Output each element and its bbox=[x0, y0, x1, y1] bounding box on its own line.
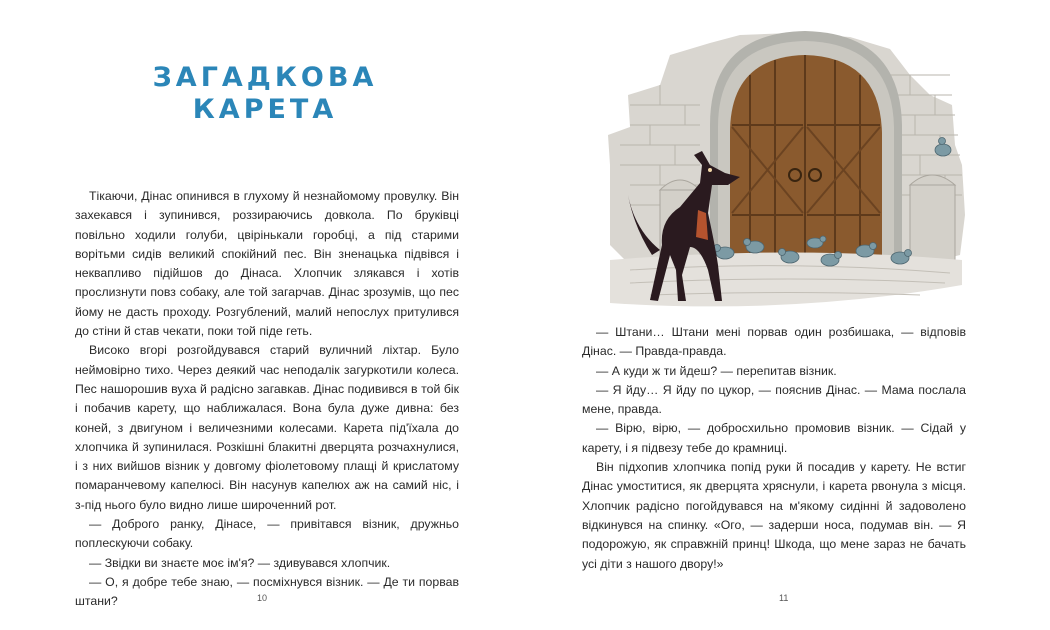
paragraph: — Доброго ранку, Дінасе, — привітався візник, дружньо поплескуючи собаку. bbox=[75, 517, 459, 551]
paragraph: — Штани… Штани мені порвав один розбишака, — відповів Дінас. — Правда-правда. bbox=[582, 325, 966, 359]
chapter-title-line-2: КАРЕТА bbox=[192, 94, 338, 125]
paragraph: Тікаючи, Дінас опинився в глухому й незнайомому провулку. Він захекався і зупинився, роззираючись довкола. По бруківці повільно ходили голуби, цвірінькали горобці, а під старими ворітьми сидів великий спокійний пес. Він зненацька підвівся і неквапливо підійшов до Дінаса. Хлопчик злякався і хотів прослизнути повз собаку, але той загарчав. Дінас зрозумів, що пес йому не дасть проходу. Розгублений, малий непослух притулився до стіни й став чекати, поки той піде геть. bbox=[75, 189, 459, 339]
paragraph: — А куди ж ти йдеш? — перепитав візник. bbox=[596, 363, 837, 378]
page-number-right: 11 bbox=[779, 593, 789, 603]
left-page-text bbox=[75, 187, 459, 612]
paragraph: — Я йду… Я йду по цукор, — пояснив Дінас. — Мама послала мене, правда. bbox=[582, 382, 966, 417]
right-page-text bbox=[582, 323, 966, 574]
stone-pillar-right bbox=[910, 175, 955, 265]
page-number-left: 10 bbox=[257, 593, 268, 603]
dog-eye bbox=[708, 168, 712, 172]
paragraph: Високо вгорі розгойдувався старий вуличний ліхтар. Було неймовірно тихо. Через деякий час неподалік загуркотили колеса. Пес нашорошив вуха й радісно загавкав. Дінас подивився в той бік і побачив карету, що наближалася. Вона була дуже дивна: без коней, з двигуном і величезними колесами. Карета під'їхала до хлопчика й зупинилася. Розкішні блакитні дверцята розчахнулися, і з них вийшов візник у довгому фіолетовому плащі й крислатому помаранчевому капелюсі. Він насунув капелюх аж на самий ніс, і з-під нього було видно лише широченний рот. bbox=[75, 343, 459, 512]
paragraph: — О, я добре тебе знаю, — посміхнувся візник. — Де ти порвав штани? bbox=[75, 574, 459, 609]
paragraph: — Звідки ви знаєте моє ім'я? — здивувався хлопчик. bbox=[89, 555, 391, 570]
dog-at-gate-illustration bbox=[590, 15, 975, 315]
chapter-title bbox=[150, 62, 380, 126]
chapter-title-line-1: ЗАГАДКОВА bbox=[152, 62, 378, 93]
paragraph: — Вірю, вірю, — добросхильно промовив візник. — Сідай у карету, і я підвезу тебе до крамниці. bbox=[582, 421, 966, 455]
paragraph: Він підхопив хлопчика попід руки й посадив у карету. Не встиг Дінас умоститися, як дверцята хряснули, і карета рвонула з місця. Хлопчик радісно погойдувався на м'якому сидінні й задоволено відкинувся на спинку. «Ого, — задерши носа, подумав він. — Я подорожую, як справжній принц! Шкода, що мене зараз не бачать усі діти з нашого двору!» bbox=[582, 460, 966, 571]
